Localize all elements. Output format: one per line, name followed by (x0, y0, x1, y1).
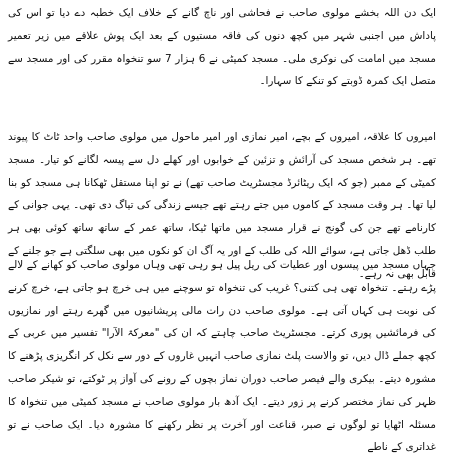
paragraph-3: جہاں مسجد میں پیسوں اور عطیات کی ریل پیل ہو رہی تھی وہاں مولوی صاحب کو کھانے کے لالے پڑے رہتے۔ تنخواہ تھی ہی کتنی؟ غریب کی تنخواہ تو سوچنے میں ہی خرچ ہو جاتی ہے، خرچ کرنے کی نوبت ہی کہاں آتی ہے۔ مولوی صاحب دن رات مالی پریشانیوں میں گھرے رہتے اور نمازیوں کی فرمائشیں پوری کرتے۔ مجسٹریٹ صاحب چاہتے کہ ان کی "معرکۃ الآرا" تفسیر میں عربی کے کچھ جملے ڈال دیں، تو والاست پلٹ نمازی صاحب انہیں غاروں کے دور سے نکل کر انگریزی پڑھنے کا مشورہ دیتے۔ بیکری والے فیصر صاحب دوران نماز بچوں کے رونے کی آواز پر ٹوکتے، تو شیکر صاحب ظہر کی نماز مختصر کرنے پر زور دیتے۔ ایک آدھ بار مولوی صاحب نے مسجد کمیٹی میں تنخواہ کا مسئلہ اٹھایا تو لوگوں نے صبر، قناعت اور آخرت پر نظر رکھنے کا مشورہ دیا۔ ایک صاحب نے تو غداتری کے ناطے (8, 259, 436, 454)
paragraph-2: امیروں کا علاقہ، امیروں کے بچے، امیر نمازی اور امیر ماحول میں مولوی صاحب واحد ٹاٹ کا پیوند تھے۔ ہر شخص مسجد کی آرائش و تزئین کے خوابوں اور کھلے دل سے پیسہ لگانے کو تیار۔ مسجد کمیٹی کے ممبر (جو کہ ایک ریٹائرڈ مجسٹریٹ صاحب تھے) نے تو اپنا مستقل ٹھکانا ہی مسجد کو بنا لیا تھا۔ ہر وقت مسجد کے کاموں میں جتے رہتے تھے جیسے زندگی کی تیاگ دی تھی۔ یہی جوانی کے کارنامے تھے جن کی گونج نے قرار مسجد میں ماتھا ٹیکا، ساتھ عمر کے ساتھ ساتھ کوئی بھی ہر طلب ڈھل جاتی ہے، سوائے اللہ کی طلب کے اور یہ آگ ان کو نکوں میں بھی سلگتی ہے جو جلنے کے قابل بھی نہ رہے۔ (8, 131, 436, 280)
paragraph-1: ایک دن اللہ بخشے مولوی صاحب نے فحاشی اور ناچ گانے کے خلاف ایک خطبہ دے دیا تو اس کی پاداش میں اجنبی شہر میں کچھ دنوں کی فاقہ مستیوں کے بعد ایک پوش علاقے میں زیر تعمیر مسجد میں امامت کی نوکری ملی۔ مسجد کمیٹی نے 6 ہزار 7 سو تنخواہ مقرر کی اور مسجد سے متصل ایک کمرہ ڈوبتے کو تنکے کا سہارا۔ (8, 7, 436, 88)
